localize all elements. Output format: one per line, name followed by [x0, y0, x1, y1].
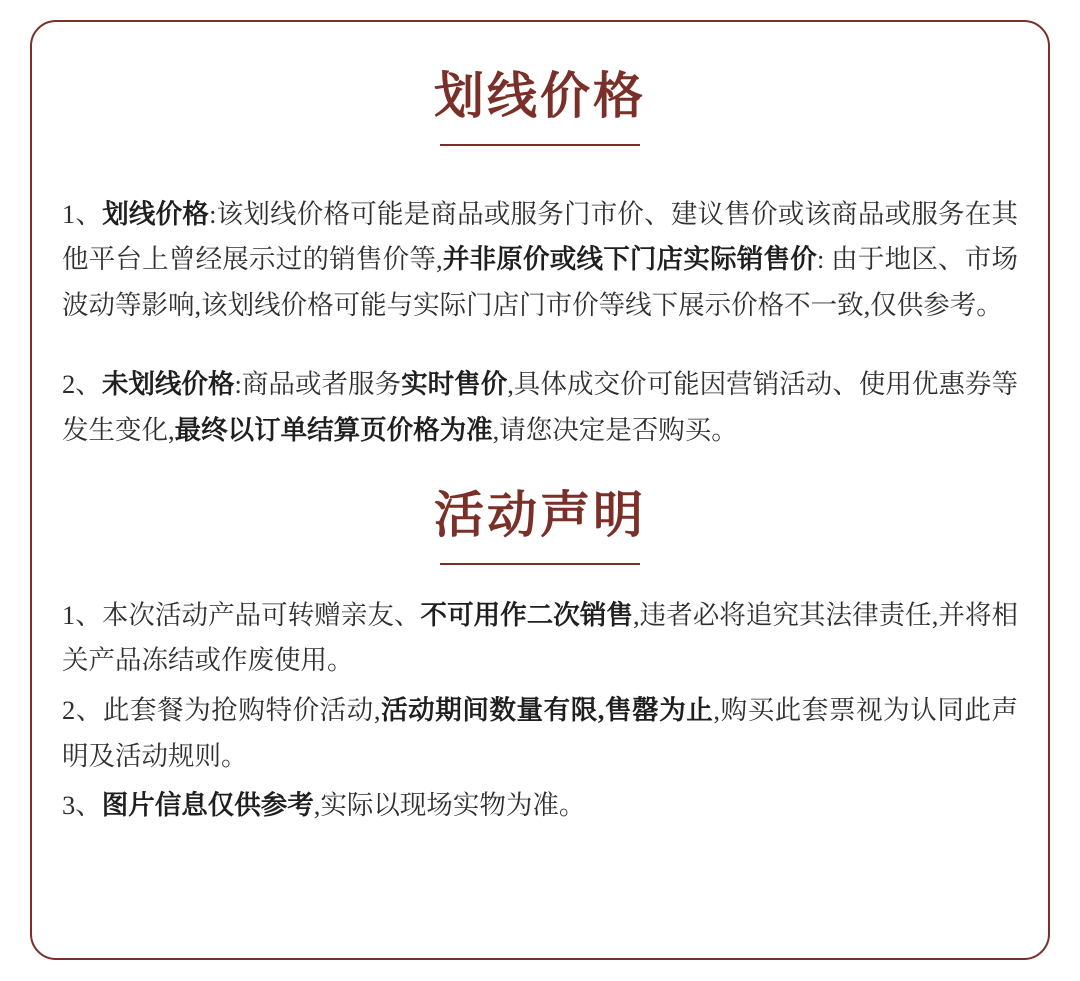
- emphasis-text: 划线价格: [102, 198, 210, 229]
- title-underline-rule: [440, 563, 640, 565]
- body-text: ,具体成交价可能因营销活动、使用优惠券等发生变化,: [62, 369, 1019, 445]
- body-text: ,购买此套票视为认同此声明及活动规则。: [62, 695, 1019, 771]
- body-text: ,请您决定是否购买。: [492, 414, 738, 445]
- paragraph-activity-statement-3: [60, 783, 1020, 829]
- section-title-activity-statement: 活动声明: [434, 487, 646, 544]
- section-header-strikethrough-price: [60, 68, 1020, 146]
- body-text: ,实际以现场实物为准。: [313, 790, 586, 821]
- emphasis-text: 实时售价: [401, 369, 508, 400]
- emphasis-text: 不可用作二次销售: [420, 599, 633, 630]
- paragraph-strikethrough-price-1: [60, 192, 1020, 329]
- section-title-strikethrough-price: 划线价格: [434, 68, 646, 124]
- paragraph-strikethrough-price-2: [60, 362, 1020, 453]
- activity-statement-list: [60, 593, 1020, 829]
- body-text: 1、: [62, 198, 103, 229]
- body-text: 3、: [62, 790, 102, 821]
- paragraph-activity-statement-2: [60, 688, 1020, 779]
- emphasis-text: 并非原价或线下门店实际销售价: [442, 244, 817, 275]
- body-text: 2、此套餐为抢购特价活动,: [62, 695, 381, 726]
- body-text: 1、本次活动产品可转赠亲友、: [62, 599, 421, 630]
- body-text: :商品或者服务: [234, 369, 402, 400]
- paragraph-activity-statement-1: [60, 593, 1020, 684]
- body-text: :该划线价格可能是商品或服务门市价、建议售价或该商品或服务在其他平台上曾经展示过的销售价等,: [62, 198, 1018, 275]
- body-text: 2、: [62, 369, 102, 400]
- emphasis-text: 图片信息仅供参考: [101, 790, 314, 821]
- body-text: ,违者必将追究其法律责任,并将相关产品冻结或作废使用。: [62, 599, 1019, 676]
- body-text: : 由于地区、市场波动等影响,该划线价格可能与实际门店门市价等线下展示价格不一致,仅供参考。: [62, 244, 1018, 320]
- section-header-activity-statement: [60, 487, 1020, 565]
- emphasis-text: 最终以订单结算页价格为准: [174, 414, 493, 445]
- emphasis-text: 未划线价格: [101, 369, 235, 400]
- emphasis-text: 活动期间数量有限,售罄为止: [380, 695, 714, 726]
- title-underline-rule: [440, 144, 640, 146]
- document-content: [60, 20, 1020, 829]
